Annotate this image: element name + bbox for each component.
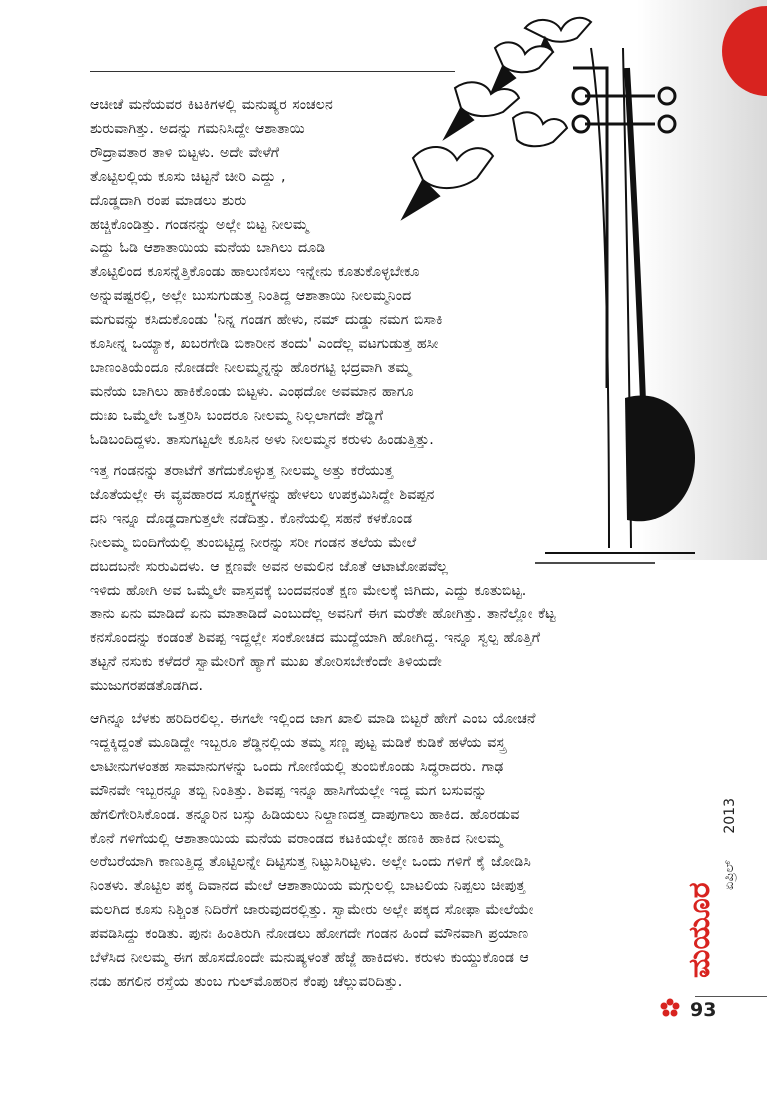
text-line: ಜೊತೆಯಲ್ಲೇ ಈ ವ್ಯವಹಾರದ ಸೂಕ್ಷ್ಮಗಳನ್ನು ಹೇಳಲು ಉಪಕ್ರಮಿಸಿದ್ದೇ ಶಿವಪ್ಪನ [90, 486, 435, 503]
footer-rule [695, 996, 767, 997]
text-line: ನಡು ಹಗಲಿನ ರಸ್ತೆಯ ತುಂಬ ಗುಲ್‌ಮೊಹರಿನ ಕೆಂಪು ಚೆಲ್ಲುವರಿದಿತ್ತು. [90, 973, 403, 990]
text-line: ಕೂಸೀನ್ನ ಒಯ್ಯಾಕ, ಖಬರಗೇಡಿ ಬಿಕಾರೀನ ತಂದು' ಎಂದೆಲ್ಲ ವಟಗುಡುತ್ತ ಹಸೀ [90, 336, 439, 353]
text-line: ಶುರುವಾಗಿತ್ತು. ಅದನ್ನು ಗಮನಿಸಿದ್ದೇ ಆಶಾತಾಯಿ [90, 120, 305, 137]
text-line: ಬೆಳೆಸಿದ ನೀಲಮ್ಮ ಈಗ ಹೊಸದೊಂದೇ ಮನುಷ್ಯಳಂತೆ ಹೆಜ್ಜೆ ಹಾಕಿದಳು. ಕರುಳು ಕುಯ್ದುಕೊಂಡ ಆ [90, 950, 529, 967]
issue-month: ಏಪ್ರಿಲ್ [722, 860, 737, 890]
magazine-logo: ಮಯೂರ [682, 882, 717, 978]
text-line: ದುಃಖ ಒಮ್ಮೆಲೇ ಒತ್ತರಿಸಿ ಬಂದರೂ ನೀಲಮ್ಮ ನಿಲ್ಲಲಾಗದೇ ಶೆಡ್ಡಿಗೆ [90, 407, 384, 424]
text-line: ತೊಟ್ಟಿಲಲ್ಲಿಯ ಕೂಸು ಚಿಟ್ಟನೆ ಚೀರಿ ಎದ್ದು , [90, 168, 286, 185]
text-line: ಇದ್ದಕ್ಕಿದ್ದಂತೆ ಮೂಡಿದ್ದೇ ಇಬ್ಬರೂ ಶೆಡ್ಡಿನಲ್ಲಿಯ ತಮ್ಮ ಸಣ್ಣ ಪುಟ್ಟ ಮಡಿಕೆ ಕುಡಿಕೆ ಹಳೆಯ ವಸ್ತ್ರ [90, 734, 506, 751]
text-line: ಮನೆಯ ಬಾಗಿಲು ಹಾಕಿಕೊಂಡು ಬಿಟ್ಟಳು. ಎಂಥದೋ ಅವಮಾನ ಹಾಗೂ [90, 383, 414, 400]
text-line: ಓಡಿಬಂದಿದ್ದಳು. ತಾಸುಗಟ್ಟಲೇ ಕೂಸಿನ ಅಳು ನೀಲಮ್ಮನ ಕರುಳು ಹಿಂಡುತ್ತಿತ್ತು. [90, 431, 434, 448]
text-line: ತೊಟ್ಟಿಲಿಂದ ಕೂಸನ್ನೆತ್ತಿಕೊಂಡು ಹಾಲುಣಿಸಲು ಇನ್ನೇನು ಕೂತುಕೊಳ್ಳಬೇಕೂ [90, 264, 420, 281]
text-line: ದನಿ ಇನ್ನೂ ದೊಡ್ಡದಾಗುತ್ತಲೇ ನಡೆದಿತ್ತು. ಕೊನೆಯಲ್ಲಿ ಸಹನೆ ಕಳಕೊಂಡ [90, 510, 413, 527]
issue-year: 2013 [722, 798, 738, 834]
text-line: ಅನ್ನುವಷ್ಟರಲ್ಲಿ, ಅಲ್ಲೇ ಬುಸುಗುಡುತ್ತ ನಿಂತಿದ್ದ ಆಶಾತಾಯಿ ನೀಲಮ್ಮನಿಂದ [90, 288, 412, 305]
text-line: ದೊಡ್ಡದಾಗಿ ರಂಪ ಮಾಡಲು ಶುರು [90, 192, 247, 209]
text-line: ನೀಲಮ್ಮ ಬಿಂದಿಗೆಯಲ್ಲಿ ತುಂಬಿಟ್ಟಿದ್ದ ನೀರನ್ನು ಸರೀ ಗಂಡನ ತಲೆಯ ಮೇಲೆ [90, 534, 417, 551]
text-line: ಮಗುವನ್ನು ಕಸಿದುಕೊಂಡು 'ನಿನ್ನ ಗಂಡಗ ಹೇಳು, ನಮ್ ದುಡ್ಡು ನಮಗ ಬಿಸಾಕಿ [90, 312, 443, 329]
text-line: ತಟ್ಟನೆ ನಸುಕು ಕಳೆದರೆ ಸ್ವಾಮೇರಿಗೆ ಹ್ಯಾಗೆ ಮುಖ ತೋರಿಸಬೇಕೆಂದೇ ತಿಳಿಯದೇ [90, 654, 442, 671]
text-line: ಅರೆಬರೆಯಾಗಿ ಕಾಣುತ್ತಿದ್ದ ತೊಟ್ಟಿಲನ್ನೇ ದಿಟ್ಟಿಸುತ್ತ ನಿಟ್ಟುಸಿರಿಟ್ಟಳು. ಅಲ್ಲೇ ಒಂದು ಗಳಿಗೆ ಕೈ ಜೋಡಿಸಿ [90, 854, 531, 871]
text-line: ಕೊನೆ ಗಳಿಗೆಯಲ್ಲಿ ಆಶಾತಾಯಿಯ ಮನೆಯ ವರಾಂಡದ ಕಟಕಿಯಲ್ಲೇ ಹಣಕಿ ಹಾಕಿದ ನೀಲಮ್ಮ [90, 830, 503, 847]
text-line: ಹೆಗಲಿಗೇರಿಸಿಕೊಂಡ. ತನ್ನೂರಿನ ಬಸ್ಸು ಹಿಡಿಯಲು ನಿಲ್ದಾಣದತ್ತ ದಾಪುಗಾಲು ಹಾಕಿದ. ಹೊರಡುವ [90, 806, 520, 823]
text-line: ಬಾಣಂತಿಯೆಂದೂ ನೋಡದೇ ನೀಲಮ್ಮನ್ನನ್ನು ಹೊರಗಟ್ಟಿ ಭದ್ರವಾಗಿ ತಮ್ಮ [90, 359, 411, 376]
text-line: ಹಚ್ಚಿಕೊಂಡಿತ್ತು. ಗಂಡನನ್ನು ಅಲ್ಲೇ ಬಿಟ್ಟ ನೀಲಮ್ಮ [90, 216, 309, 233]
bird-icon [491, 42, 553, 94]
text-line: ಇಳಿದು ಹೋಗಿ ಅವ ಒಮ್ಮೆಲೇ ವಾಸ್ತವಕ್ಕೆ ಬಂದವನಂತೆ ಕ್ಷಣ ಮೇಲಕ್ಕೆ ಜಿಗಿದು, ಎದ್ದು ಕೂತುಬಿಟ್ಟ. [90, 582, 527, 599]
text-line: ಇತ್ತ ಗಂಡನನ್ನು ತರಾಟೆಗೆ ತಗೆದುಕೊಳ್ಳುತ್ತ ನೀಲಮ್ಮ ಅತ್ತು ಕರೆಯುತ್ತ [90, 463, 394, 479]
text-line: ರೌದ್ರಾವತಾರ ತಾಳಿ ಬಿಟ್ಟಳು. ಅದೇ ವೇಳೆಗೆ [90, 144, 280, 161]
flower-icon [660, 998, 680, 1018]
text-line: ಆಚೀಚೆ ಮನೆಯವರ ಕಿಟಕಿಗಳಲ್ಲಿ ಮನುಷ್ಯರ ಸಂಚಲನ [90, 97, 333, 113]
text-line: ತಾನು ಏನು ಮಾಡಿದೆ ಏನು ಮಾತಾಡಿದೆ ಎಂಬುದೆಲ್ಲ ಅವನಿಗೆ ಈಗ ಮರೆತೇ ಹೋಗಿತ್ತು. ತಾನೆಲ್ಲೋ ಕೆಟ್ಟ [90, 606, 556, 623]
text-line: ಆಗಿನ್ನೂ ಬೆಳಕು ಹರಿದಿರಲಿಲ್ಲ. ಈಗಲೇ ಇಲ್ಲಿಂದ ಜಾಗ ಖಾಲಿ ಮಾಡಿ ಬಿಟ್ಟರೆ ಹೇಗೆ ಎಂಬ ಯೋಚನೆ [90, 711, 536, 727]
text-line: ಪವಡಿಸಿದ್ದು ಕಂಡಿತು. ಪುನಃ ಹಿಂತಿರುಗಿ ನೋಡಲು ಹೋಗದೇ ಗಂಡನ ಹಿಂದೆ ಮೌನವಾಗಿ ಪ್ರಯಾಣ [90, 926, 529, 943]
paragraph-3 [90, 708, 665, 995]
paragraph-1 [90, 94, 560, 453]
text-line: ಎದ್ದು ಓಡಿ ಆಶಾತಾಯಿಯ ಮನೆಯ ಬಾಗಿಲು ದೂಡಿ [90, 240, 326, 257]
page-number: 93 [690, 999, 717, 1021]
text-line: ಮಲಗಿದ ಕೂಸು ನಿಶ್ಚಿಂತ ನಿದಿರೆಗೆ ಜಾರುವುದರಲ್ಲಿತ್ತು. ಸ್ವಾಮೇರು ಅಲ್ಲೇ ಪಕ್ಕದ ಸೋಫಾ ಮೇಲೆಯೇ [90, 902, 534, 919]
text-line: ನಿಂತಳು. ತೊಟ್ಟಿಲ ಪಕ್ಕ ದಿವಾನದ ಮೇಲೆ ಆಶಾತಾಯಿಯ ಮಗ್ಗುಲಲ್ಲಿ ಬಾಟಲಿಯ ನಿಪ್ಪಲು ಚೀಪುತ್ತ [90, 878, 526, 895]
red-half-circle [717, 6, 767, 96]
text-line: ದಬದಬನೇ ಸುರುವಿದಳು. ಆ ಕ್ಷಣವೇ ಅವನ ಅಮಲಿನ ಜೊತೆ ಆಟಾಟೋಪವೆಲ್ಲ [90, 558, 448, 575]
text-line: ಕನಸೊಂದನ್ನು ಕಂಡಂತೆ ಶಿವಪ್ಪ ಇದ್ದಲ್ಲೇ ಸಂಕೋಚದ ಮುದ್ದೆಯಾಗಿ ಹೋಗಿದ್ದ. ಇನ್ನೂ ಸ್ವಲ್ಪ ಹೊತ್ತಿಗೆ [90, 630, 541, 647]
text-line: ಮುಜುಗರಪಡತೊಡಗಿದ. [90, 678, 203, 695]
text-line: ಲಾಟೀನುಗಳಂತಹ ಸಾಮಾನುಗಳನ್ನು ಒಂದು ಗೋಣಿಯಲ್ಲಿ ತುಂಬಿಕೊಂಡು ಸಿದ್ಧರಾದರು. ಗಾಢ [90, 758, 504, 775]
paragraph-2 [90, 460, 665, 699]
text-line: ಮೌನವೇ ಇಬ್ಬರನ್ನೂ ತಬ್ಬಿ ನಿಂತಿತ್ತು. ಶಿವಪ್ಪ ಇನ್ನೂ ಹಾಸಿಗೆಯಲ್ಲೇ ಇದ್ದ ಮಗ ಬಸುವನ್ನು [90, 782, 487, 799]
